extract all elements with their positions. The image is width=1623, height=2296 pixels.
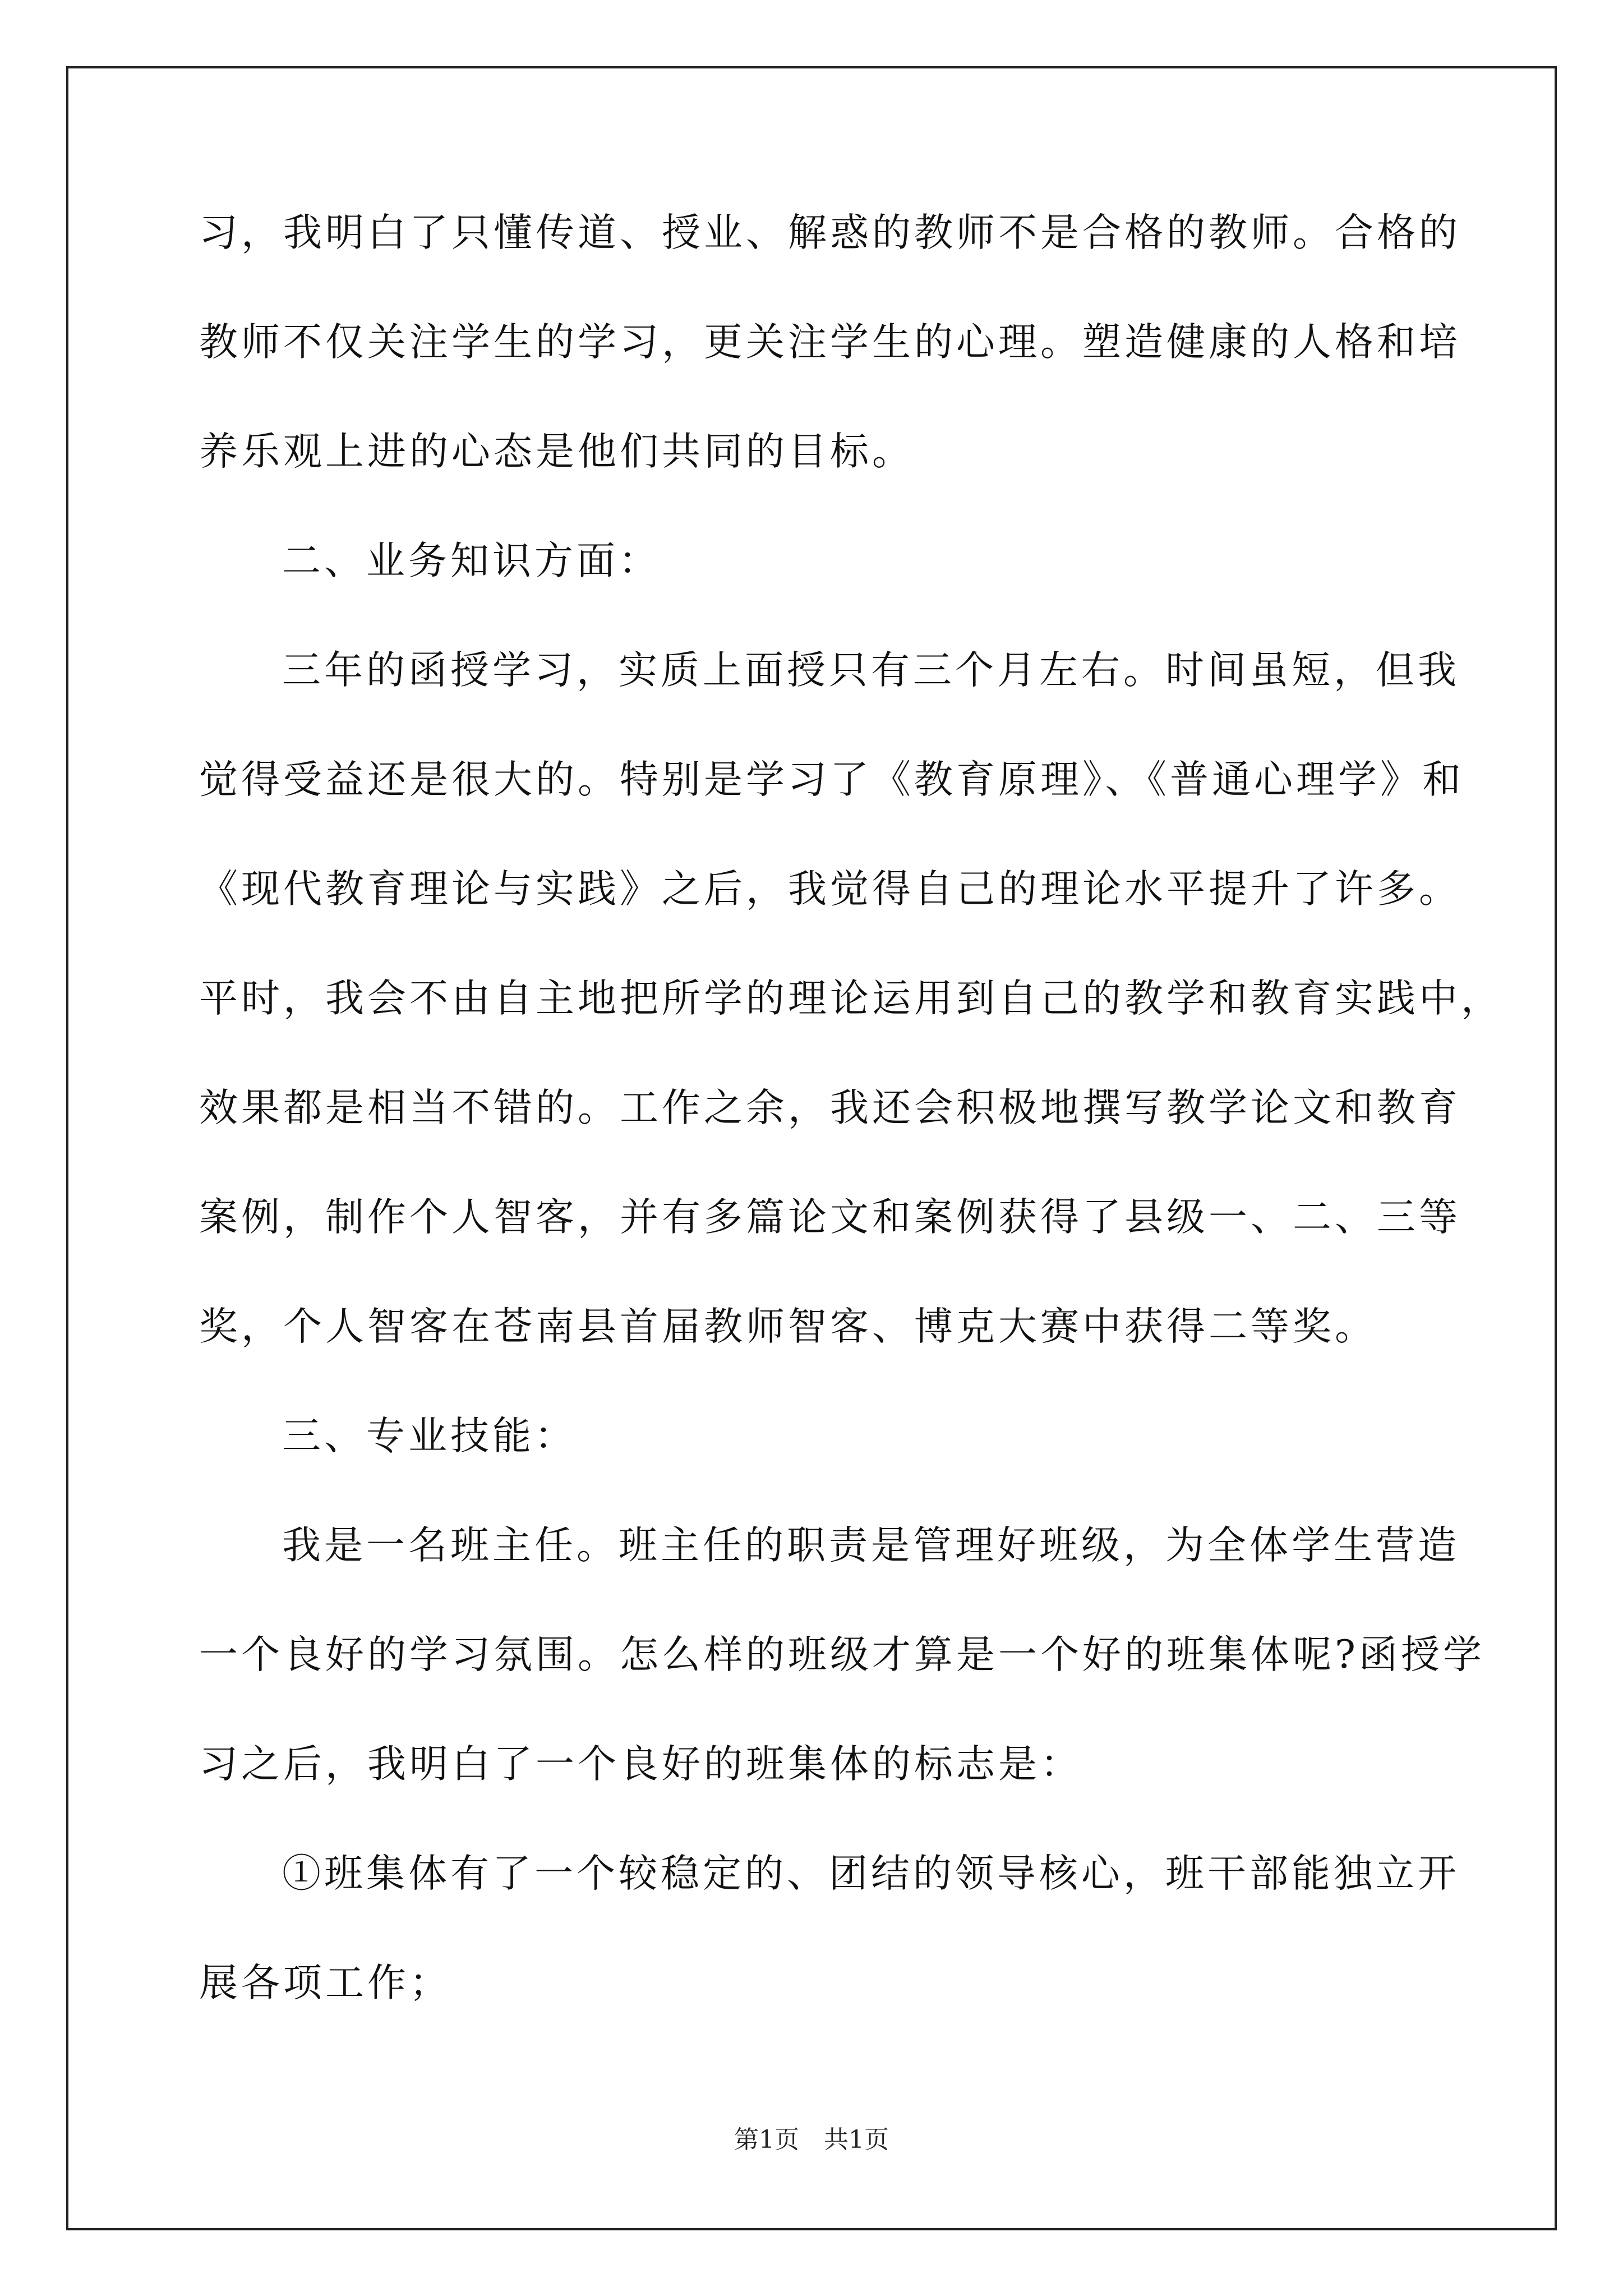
text-line: 教师不仅关注学生的学习，更关注学生的心理。塑造健康的人格和培: [199, 320, 1461, 365]
text-line: 效果都是相当不错的。工作之余，我还会积极地撰写教学论文和教育: [199, 1085, 1461, 1130]
text-line: 三年的函授学习，实质上面授只有三个月左右。时间虽短，但我: [282, 648, 1460, 693]
text-line: 习，我明白了只懂传道、授业、解惑的教师不是合格的教师。合格的: [199, 210, 1461, 255]
text-line: 奖，个人智客在苍南县首届教师智客、博克大赛中获得二等奖。: [199, 1304, 1377, 1349]
text-line: ①班集体有了一个较稳定的、团结的领导核心，班干部能独立开: [282, 1851, 1460, 1896]
text-line: 觉得受益还是很大的。特别是学习了《教育原理》、《普通心理学》和: [199, 757, 1464, 802]
text-line: 《现代教育理论与实践》之后，我觉得自己的理论水平提升了许多。: [199, 867, 1461, 912]
text-line: 展各项工作；: [199, 1961, 451, 2005]
text-line: 我是一名班主任。班主任的职责是管理好班级，为全体学生营造: [282, 1523, 1460, 1568]
text-line: 一个良好的学习氛围。怎么样的班级才算是一个好的班集体呢?函授学: [199, 1632, 1485, 1677]
text-line: 平时，我会不由自主地把所学的理论运用到自己的教学和教育实践中，: [199, 976, 1503, 1021]
text-line: 习之后，我明白了一个良好的班集体的标志是：: [199, 1742, 1082, 1787]
section-heading: 三、专业技能：: [282, 1414, 577, 1458]
page-border: [66, 66, 1557, 2230]
section-heading: 二、业务知识方面：: [282, 539, 661, 583]
text-line: 案例，制作个人智客，并有多篇论文和案例获得了县级一、二、三等: [199, 1195, 1461, 1240]
text-line: 养乐观上进的心态是他们共同的目标。: [199, 429, 914, 474]
page-footer: 第1页 共1页: [734, 2125, 889, 2154]
